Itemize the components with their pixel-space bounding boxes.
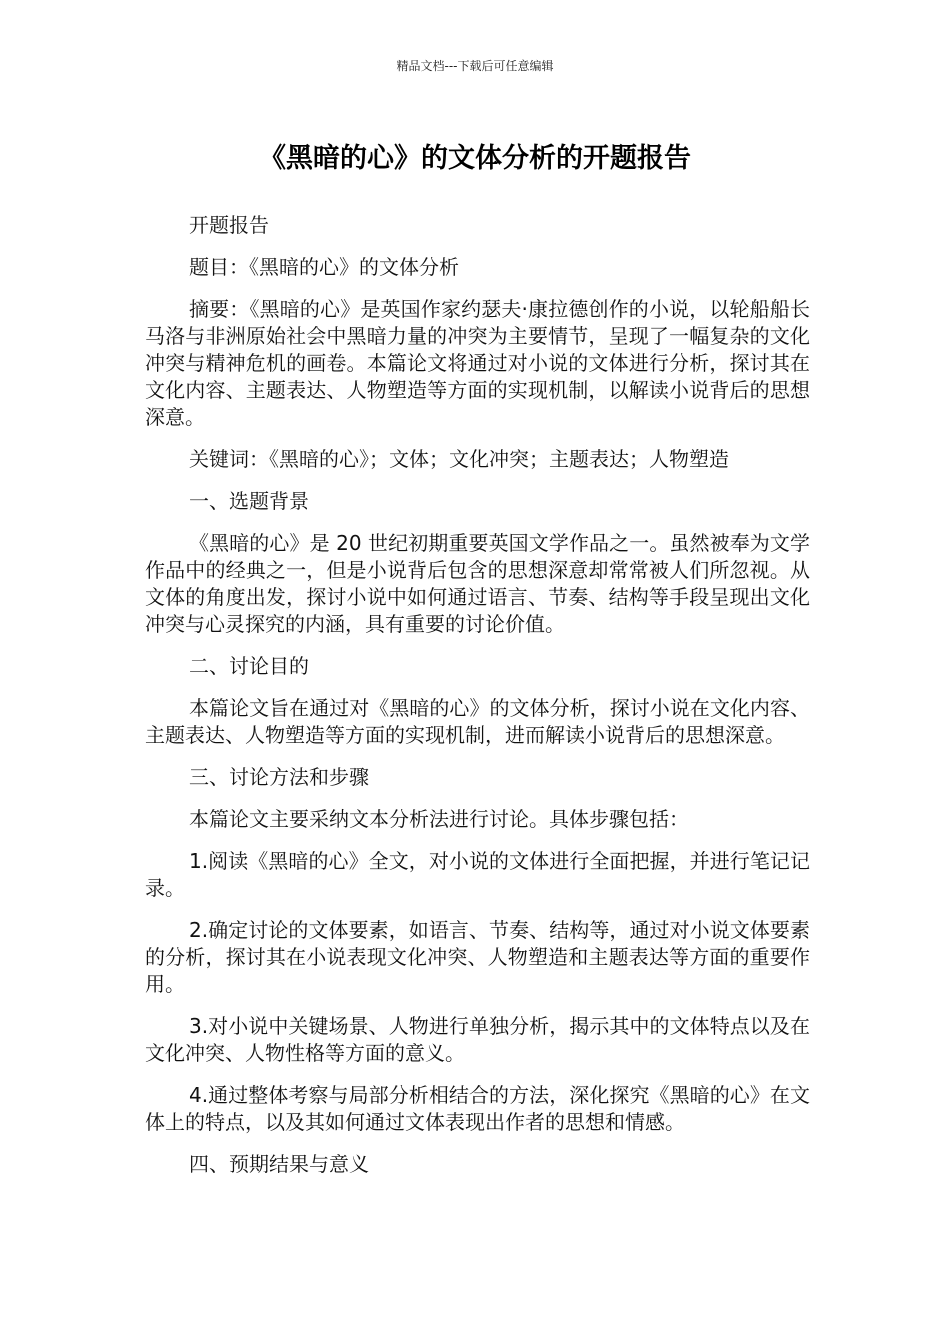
paragraph-background: 《黑暗的心》是 20 世纪初期重要英国文学作品之一。虽然被奉为文学作品中的经典之一，但是小说背后包含的思想深意却常常被人们所忽视。从文体的角度出发，探讨小说中如何通过语言、节奏、结构等手段呈现出文化冲突与心灵探究的内涵，具有重要的讨论价值。 [145,531,810,636]
paragraph-step-3: 3.对小说中关键场景、人物进行单独分析，揭示其中的文体特点以及在文化冲突、人物性格等方面的意义。 [145,1014,810,1065]
document-body [145,212,810,1193]
paragraph-step-1: 1.阅读《黑暗的心》全文，对小说的文体进行全面把握，并进行笔记记录。 [145,849,810,900]
page-header: 精品文档---下载后可任意编辑 [396,59,554,73]
paragraph-keywords: 关键词：《黑暗的心》；文体；文化冲突；主题表达；人物塑造 [189,447,729,471]
paragraph-step-2: 2.确定讨论的文体要素，如语言、节奏、结构等，通过对小说文体要素的分析，探讨其在小说表现文化冲突、人物塑造和主题表达等方面的重要作用。 [145,918,810,996]
section-heading-method: 三、讨论方法和步骤 [189,765,369,789]
paragraph-abstract: 摘要：《黑暗的心》是英国作家约瑟夫·康拉德创作的小说，以轮船船长马洛与非洲原始社会中黑暗力量的冲突为主要情节，呈现了一幅复杂的文化冲突与精神危机的画卷。本篇论文将通过对小说的文体进行分析，探讨其在文化内容、主题表达、人物塑造等方面的实现机制，以解读小说背后的思想深意。 [145,297,810,429]
document-title: 《黑暗的心》的文体分析的开题报告 [259,143,691,174]
paragraph-report-label: 开题报告 [189,213,269,237]
paragraph-topic: 题目：《黑暗的心》的文体分析 [189,255,459,279]
paragraph-purpose: 本篇论文旨在通过对《黑暗的心》的文体分析，探讨小说在文化内容、主题表达、人物塑造等方面的实现机制，进而解读小说背后的思想深意。 [145,696,810,747]
section-heading-expected-results: 四、预期结果与意义 [189,1152,369,1176]
paragraph-step-4: 4.通过整体考察与局部分析相结合的方法，深化探究《黑暗的心》在文体上的特点，以及其如何通过文体表现出作者的思想和情感。 [145,1083,810,1134]
section-heading-background: 一、选题背景 [189,489,309,513]
paragraph-method-intro: 本篇论文主要采纳文本分析法进行讨论。具体步骤包括： [189,807,689,831]
section-heading-purpose: 二、讨论目的 [189,654,309,678]
